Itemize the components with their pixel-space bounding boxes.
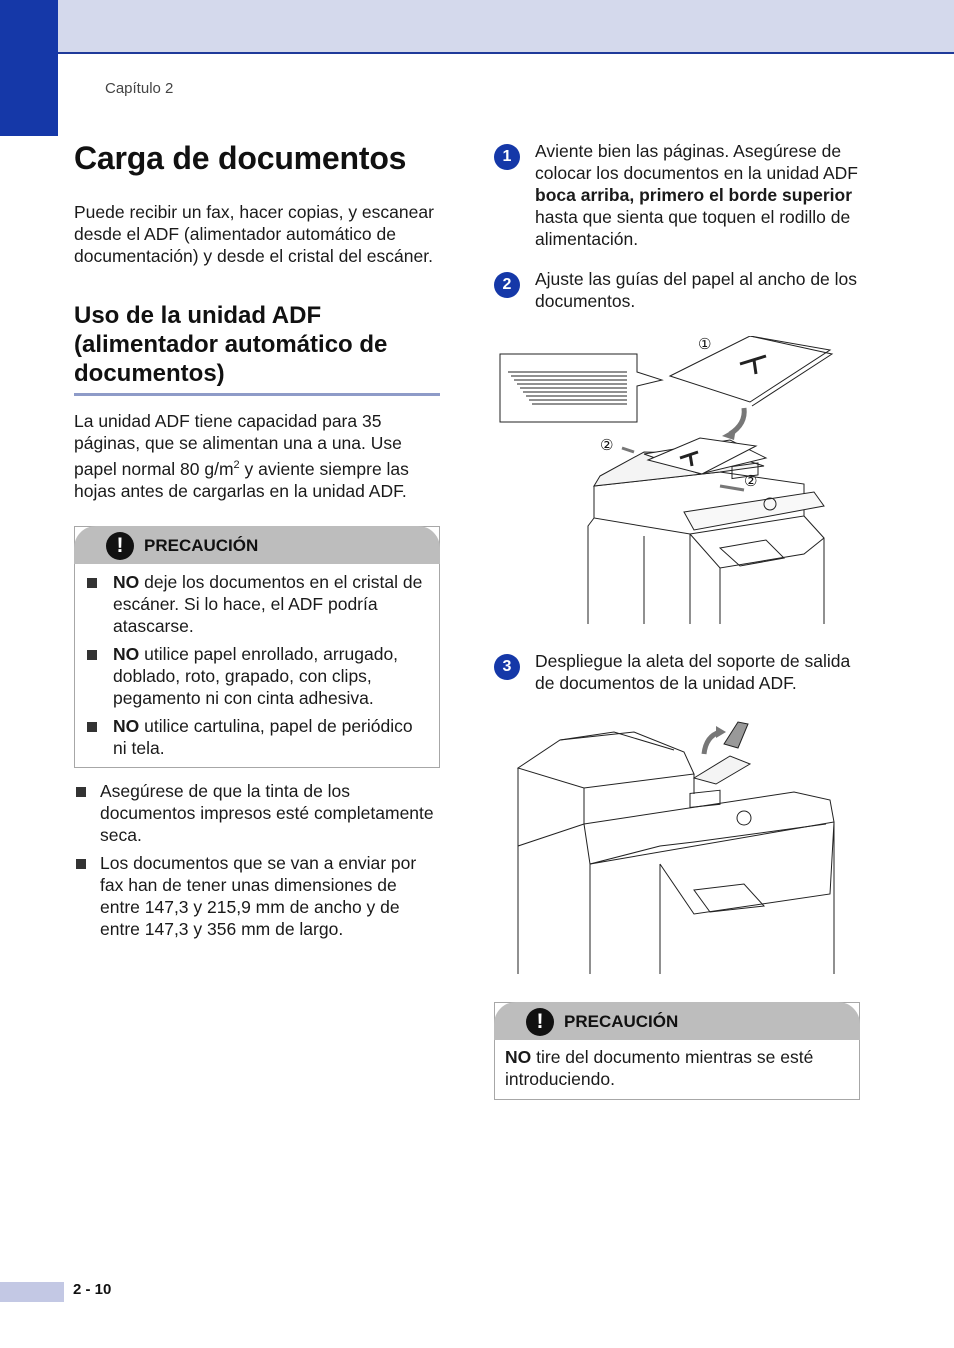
bullet-item — [74, 852, 440, 940]
step-3 — [494, 650, 860, 694]
callout-2b: ② — [744, 472, 758, 490]
caution-body — [495, 1040, 859, 1099]
caution-title: PRECAUCIÓN — [144, 535, 259, 555]
caution-item — [85, 643, 429, 709]
caution-item-text: deje los documentos en el cristal de escáner. Si lo hace, el ADF podría atascarse. — [113, 571, 423, 636]
right-column — [494, 140, 860, 1100]
caution-title: PRECAUCIÓN — [564, 1012, 679, 1031]
bullet-square-icon — [87, 722, 97, 732]
step-2 — [494, 268, 860, 312]
output-support-illustration — [494, 714, 860, 978]
page-title: Carga de documentos — [74, 140, 407, 176]
step-1 — [494, 140, 860, 250]
caution-header — [494, 1002, 860, 1040]
section-divider — [74, 393, 440, 396]
caution-header — [74, 526, 440, 564]
caution-item-text: utilice papel enrollado, arrugado, doblado, roto, grapado, con clips, pegamento ni con cinta adhesiva. — [113, 643, 399, 708]
bullet-text: Los documentos que se van a enviar por fax han de tener unas dimensiones de entre 147,3 y 215,9 mm de ancho y de entre 147,3 y 356 mm de largo. — [100, 852, 417, 939]
step-text — [535, 140, 860, 250]
caution-item-bold: NO — [113, 643, 140, 664]
caution-text-rest: tire del documento mientras se esté introduciendo. — [505, 1047, 814, 1089]
step-number-icon: 3 — [494, 654, 520, 680]
section-title: Uso de la unidad ADF (alimentador automático de documentos) — [74, 302, 388, 387]
caution-body — [75, 564, 439, 767]
step-text: Despliegue la aleta del soporte de salida de documentos de la unidad ADF. — [535, 651, 851, 693]
adf-text-1: La unidad ADF tiene capacidad para 35 páginas, que se alimentan una a una. Use papel normal 80 g/m — [74, 411, 402, 479]
adf-superscript: 2 — [233, 459, 240, 471]
caution-text-bold: NO — [505, 1047, 532, 1067]
left-column — [74, 140, 440, 946]
callout-1: ① — [698, 336, 712, 353]
warning-icon: ! — [106, 532, 134, 560]
warning-icon: ! — [526, 1008, 554, 1036]
caution-text — [505, 1046, 849, 1090]
caution-item-text: utilice cartulina, papel de periódico ni tela. — [113, 715, 413, 758]
header-band — [0, 0, 954, 54]
page-number-tab — [0, 1282, 64, 1302]
callout-2a: ② — [600, 436, 614, 454]
step-text-pre: Aviente bien las páginas. Asegúrese de colocar los documentos en la unidad ADF — [535, 141, 858, 183]
caution-box — [74, 526, 440, 768]
adf-loading-illustration — [494, 336, 860, 632]
chapter-tab — [0, 0, 58, 136]
intro-paragraph: Puede recibir un fax, hacer copias, y escanear desde el ADF (alimentador automático de documentación) y desde el cristal del escáner. — [74, 202, 434, 266]
chapter-label: Capítulo 2 — [105, 80, 174, 97]
bullet-list — [74, 780, 440, 940]
bullet-square-icon — [87, 650, 97, 660]
bullet-square-icon — [76, 859, 86, 869]
caution-item — [85, 571, 429, 637]
caution-item-bold: NO — [113, 715, 140, 736]
step-number-icon: 1 — [494, 144, 520, 170]
adf-text-2: y aviente siempre las hojas antes de cargarlas en la unidad ADF. — [74, 458, 409, 501]
bullet-text: Asegúrese de que la tinta de los documentos impresos esté completamente seca. — [100, 780, 434, 845]
step-text: Ajuste las guías del papel al ancho de los documentos. — [535, 269, 858, 311]
step-text-bold: boca arriba, primero el borde superior — [535, 185, 853, 205]
step-text-post: hasta que sienta que toquen el rodillo de alimentación. — [535, 207, 851, 249]
adf-paragraph — [74, 410, 440, 502]
caution-item — [85, 715, 429, 759]
bullet-square-icon — [87, 578, 97, 588]
page-number: 2 - 10 — [73, 1281, 112, 1298]
bullet-item — [74, 780, 440, 846]
bullet-square-icon — [76, 787, 86, 797]
step-number-icon: 2 — [494, 272, 520, 298]
caution-box-2 — [494, 1002, 860, 1100]
caution-item-bold: NO — [113, 571, 140, 592]
